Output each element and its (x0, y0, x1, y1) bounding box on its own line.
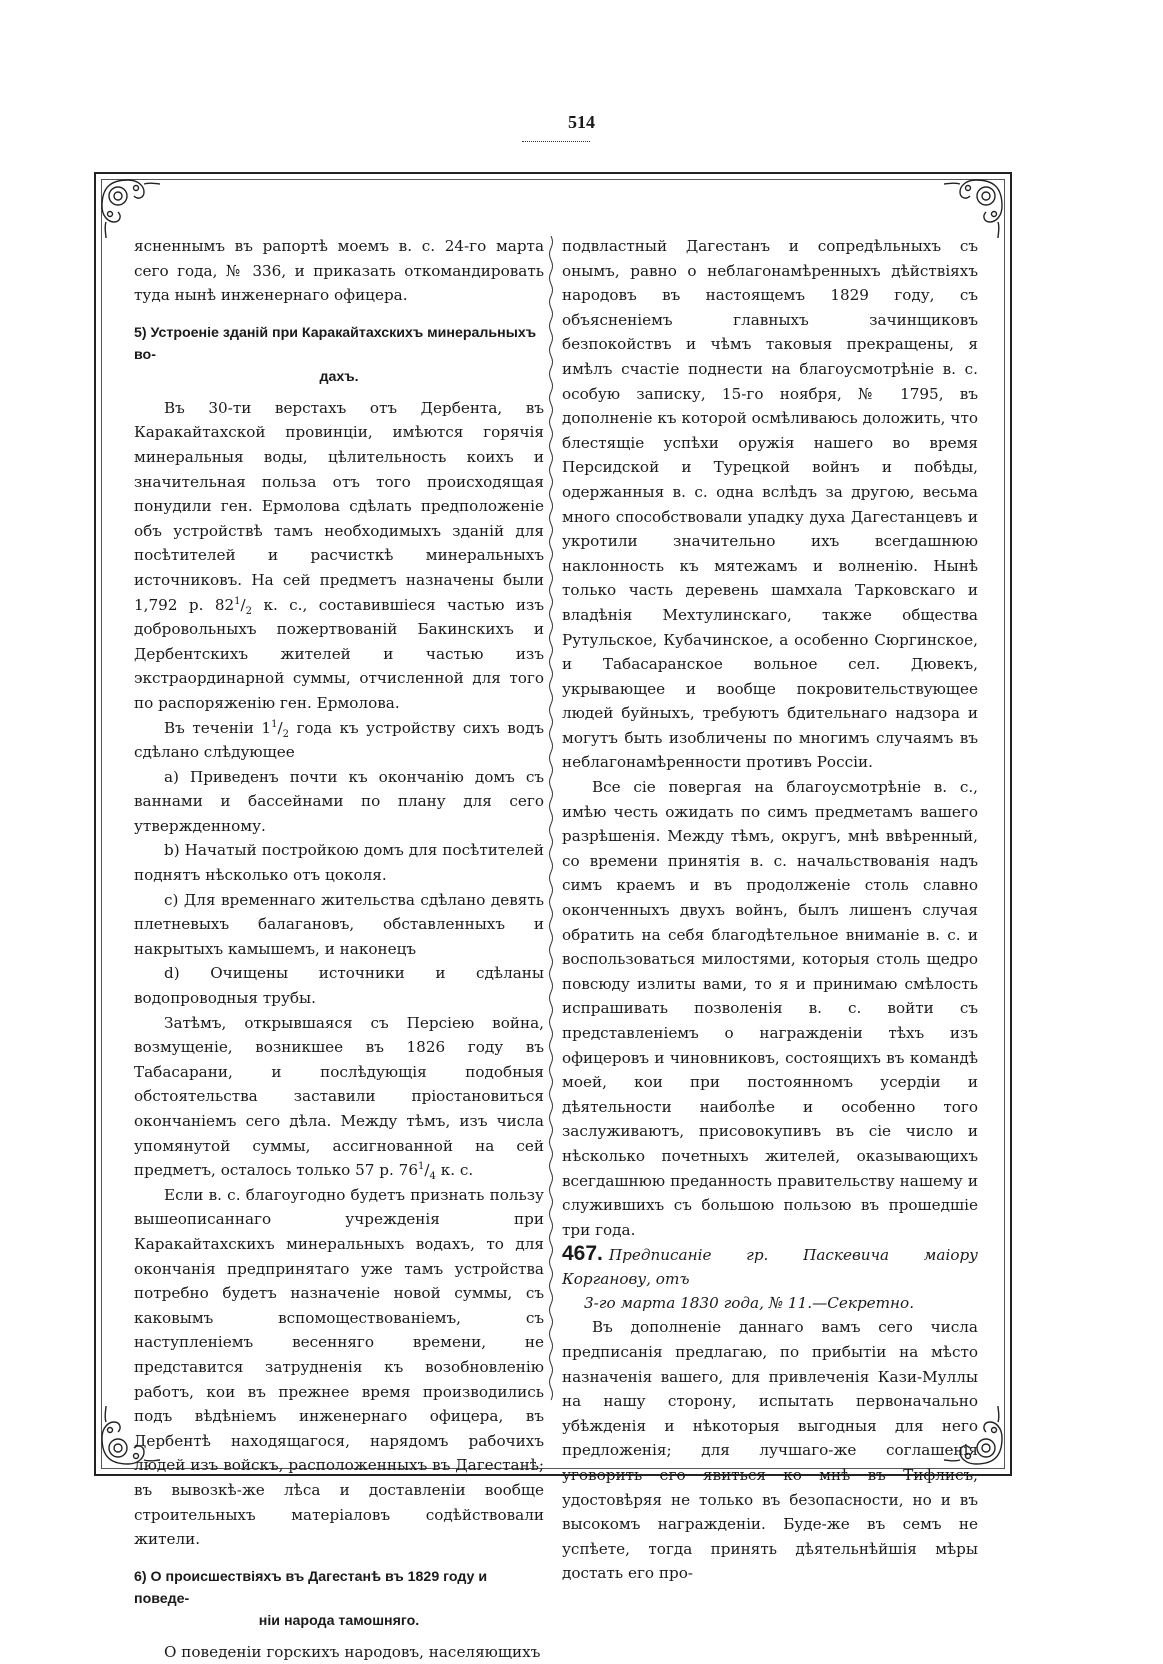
text-run: года къ устройству сихъ водъ сдѣлано слѣдующее (134, 718, 544, 762)
section-5-heading-text: 5) Устроеніе зданій при Каракайтахскихъ минеральныхъ во- (134, 324, 537, 363)
document-467-heading (562, 1242, 978, 1315)
text-run: к. с. (435, 1161, 474, 1180)
fraction-denominator: 2 (282, 728, 289, 740)
fraction-denominator: 4 (429, 1171, 436, 1183)
text-run: Въ теченіи 1 (164, 718, 272, 737)
fraction-denominator: 2 (245, 605, 253, 617)
list-item-b: b) Начатый постройкою домъ для посѣтителей поднятъ нѣсколько отъ цоколя. (134, 841, 544, 885)
page-number-underline (522, 141, 590, 142)
document-title-line-2: 3-го марта 1830 года, № 11.—Секретно. (584, 1294, 915, 1313)
left-column (134, 234, 544, 1664)
flourish-icon (942, 176, 1006, 240)
section-5-paragraph-3: Затѣмъ, открывшаяся съ Персіею война, возмущеніе, возникшее въ 1826 году въ Табасарани, и послѣдующія подобныя обстоятельства заставили пріостановиться окончаніемъ сего дѣла. Между тѣмъ, изъ числа упомянутой суммы, ассигнованной на сей предметъ, осталось только 57 р. $76^1/_4$ к. с. (134, 1013, 544, 1183)
column-divider (548, 236, 554, 1404)
list-item-c: c) Для временнаго жительства сдѣлано девять плетневыхъ балагановъ, обставленныхъ и накрытыхъ камышемъ, и наконецъ (134, 890, 544, 958)
document-title-line-1: Предписаніе гр. Паскевича маіору Корганову, отъ (562, 1246, 978, 1289)
section-6-heading-cont: ніи народа тамошняго. (258, 1612, 420, 1629)
list-item-a: a) Приведенъ почти къ окончанію домъ съ ваннами и бассейнами по плану для сего утвержденному. (134, 767, 544, 835)
flourish-icon (98, 176, 162, 240)
paragraph-continuation: ясненнымъ въ рапортѣ моемъ в. с. 24-го марта сего года, № 336, и приказать откомандировать туда нынѣ инженернаго офицера. (134, 237, 544, 305)
document-number: 467. (562, 1242, 603, 1266)
section-6-heading-text: 6) О происшествіяхъ въ Дагестанѣ въ 1829 году и поведе- (134, 1568, 488, 1607)
section-5-heading-cont: дахъ. (319, 368, 359, 385)
section-6-heading (134, 1566, 544, 1632)
text-run: Въ 30-ти верстахъ отъ Дербента, въ Каракайтахской провинціи, имѣются горячія минеральныя воды, цѣлительность коихъ и значительная польза отъ того происходящая понудили ген. Ермолова сдѣлать предположеніе объ устройствѣ тамъ необходимыхъ зданій для посѣтителей и расчисткѣ минеральныхъ источниковъ. На сей предметъ назначены были 1,792 р. 82 (134, 398, 544, 614)
right-paragraph-1: подвластный Дагестанъ и сопредѣльныхъ съ онымъ, равно о неблагонамѣренныхъ дѣйствіяхъ народовъ въ настоящемъ 1829 году, съ объясненіемъ главныхъ зачинщиковъ безпокойствъ и чѣмъ таковыя прекращены, я имѣлъ счастіе поднести на благоусмотрѣніе в. с. особую записку, 15-го ноября, № 1795, въ дополненіе къ которой осмѣливаюсь доложить, что блестящіе успѣхи оружія нашего во время Персидской и Турецкой войнъ и побѣды, одержанныя в. с. одна вслѣдъ за другою, весьма много способствовали упадку духа Дагестанцевъ и укротили значительно ихъ всегдашнюю наклонность къ мятежамъ и волненію. Нынѣ только часть деревень шамхала Тарковскаго и владѣнія Мехтулинскаго, также общества Рутульское, Кубачинское, а особенно Сюргинское, и Табасаранское вольное сел. Дювекъ, укрывающее и вообще покровительствующее людей буйныхъ, требуютъ бдительнаго надзора и могутъ быть изобличены по многимъ случаямъ въ неблагонамѣренности противъ Россіи. (562, 237, 978, 772)
right-paragraph-2: Все сіе повергая на благоусмотрѣніе в. с., имѣю честь ожидать по симъ предметамъ вашего разрѣшенія. Между тѣмъ, округъ, мнѣ ввѣренный, со времени принятія в. с. начальствованія надъ симъ краемъ и въ продолженіе столь славно оконченныхъ двухъ войнъ, былъ лишенъ случая обратить на себя благодѣтельное вниманіе в. с. и воспользоваться милостями, которыя столь щедро повсюду излиты вами, то я и принимаю смѣлость испрашивать позволенія в. с. войти съ представленіемъ о награжденіи тѣхъ изъ офицеровъ и чиновниковъ, состоящихъ въ командѣ моей, кои при постоянномъ усердіи и дѣятельности наиболѣе и особенно того заслуживаютъ, присовокупивъ въ сіе число и нѣсколько почетныхъ жителей, оказывающихъ всегдашнюю преданность правительству нашему и служившихъ съ большою пользою въ прошедшіе три года. (562, 778, 978, 1239)
section-6-paragraph-1: О поведеніи горскихъ народовъ, населяющихъ (164, 1642, 541, 1661)
section-5-paragraph-1: Въ 30-ти верстахъ отъ Дербента, въ Каракайтахской провинціи, имѣются горячія минеральныя воды, цѣлительность коихъ и значительная польза отъ того происходящая понудили ген. Ермолова сдѣлать предположеніе объ устройствѣ тамъ необходимыхъ зданій для посѣтителей и расчисткѣ минеральныхъ источниковъ. На сей предметъ назначены были 1,792 р. $82^1/_2$ к. с., составившіеся частью изъ добровольныхъ пожертвованій Бакинскихъ и Дербентскихъ жителей и частью изъ экстраординарной суммы, отчисленной для того по распоряженію ген. Ермолова. (134, 398, 544, 712)
section-5-paragraph-2: Въ теченіи $1^1/_2$ года къ устройству сихъ водъ сдѣлано слѣдующее (134, 718, 544, 762)
section-5-paragraph-4: Если в. с. благоугодно будетъ признать пользу вышеописаннаго учрежденія при Каракайтахскихъ минеральныхъ водахъ, то для окончанія предпринятаго уже тамъ устройства потребно будетъ назначеніе новой суммы, съ каковымъ вспомоществованіемъ, съ наступленіемъ весенняго времени, не представится затрудненія къ возобновленію работъ, кои въ прежнее время производились подъ вѣдѣніемъ инженернаго офицера, въ Дербентѣ находящагося, нарядомъ рабочихъ людей изъ войскъ, расположенныхъ въ Дагестанѣ; въ вывозкѣ-же лѣса и доставленіи вообще строительныхъ матеріаловъ содѣйствовали жители. (134, 1185, 544, 1549)
fraction-numerator: 1 (234, 595, 241, 607)
text-run: Затѣмъ, открывшаяся съ Персіею война, возмущеніе, возникшее въ 1826 году въ Табасарани, и послѣдующія подобныя обстоятельства заставили пріостановиться окончаніемъ сего дѣла. Между тѣмъ, изъ числа упомянутой суммы, ассигнованной на сей предметъ, осталось только 57 р. 76 (134, 1013, 544, 1180)
fraction-numerator: 1 (271, 718, 278, 730)
corner-ornament-top-left (98, 176, 162, 240)
fraction-numerator: 1 (418, 1161, 425, 1173)
section-5-heading (134, 322, 544, 388)
text-run: к. с., составившіеся частью изъ добровольныхъ пожертвованій Бакинскихъ и Дербентскихъ жителей и частью изъ экстраординарной суммы, отчисленной для того по распоряженію ген. Ермолова. (134, 595, 544, 712)
page-number: 514 (568, 112, 595, 132)
list-item-d: d) Очищены источники и сдѣланы водопроводныя трубы. (134, 964, 544, 1008)
right-paragraph-3: Въ дополненіе даннаго вамъ сего числа предписанія предлагаю, по прибытіи на мѣсто назначенія вашего, для привлеченія Кази-Муллы на нашу сторону, испытать первоначально убѣжденія и нѣкоторыя выгодныя для него предложенія; для лучшаго-же соглашенія уговорить его явиться ко мнѣ въ Тифлисъ, удостовѣряя не только въ безопасности, но и въ высокомъ награжденіи. Буде-же въ семъ не успѣете, тогда принять дѣятельнѣйшія мѣры достать его про- (562, 1318, 978, 1583)
right-column (562, 234, 978, 1586)
corner-ornament-top-right (942, 176, 1006, 240)
